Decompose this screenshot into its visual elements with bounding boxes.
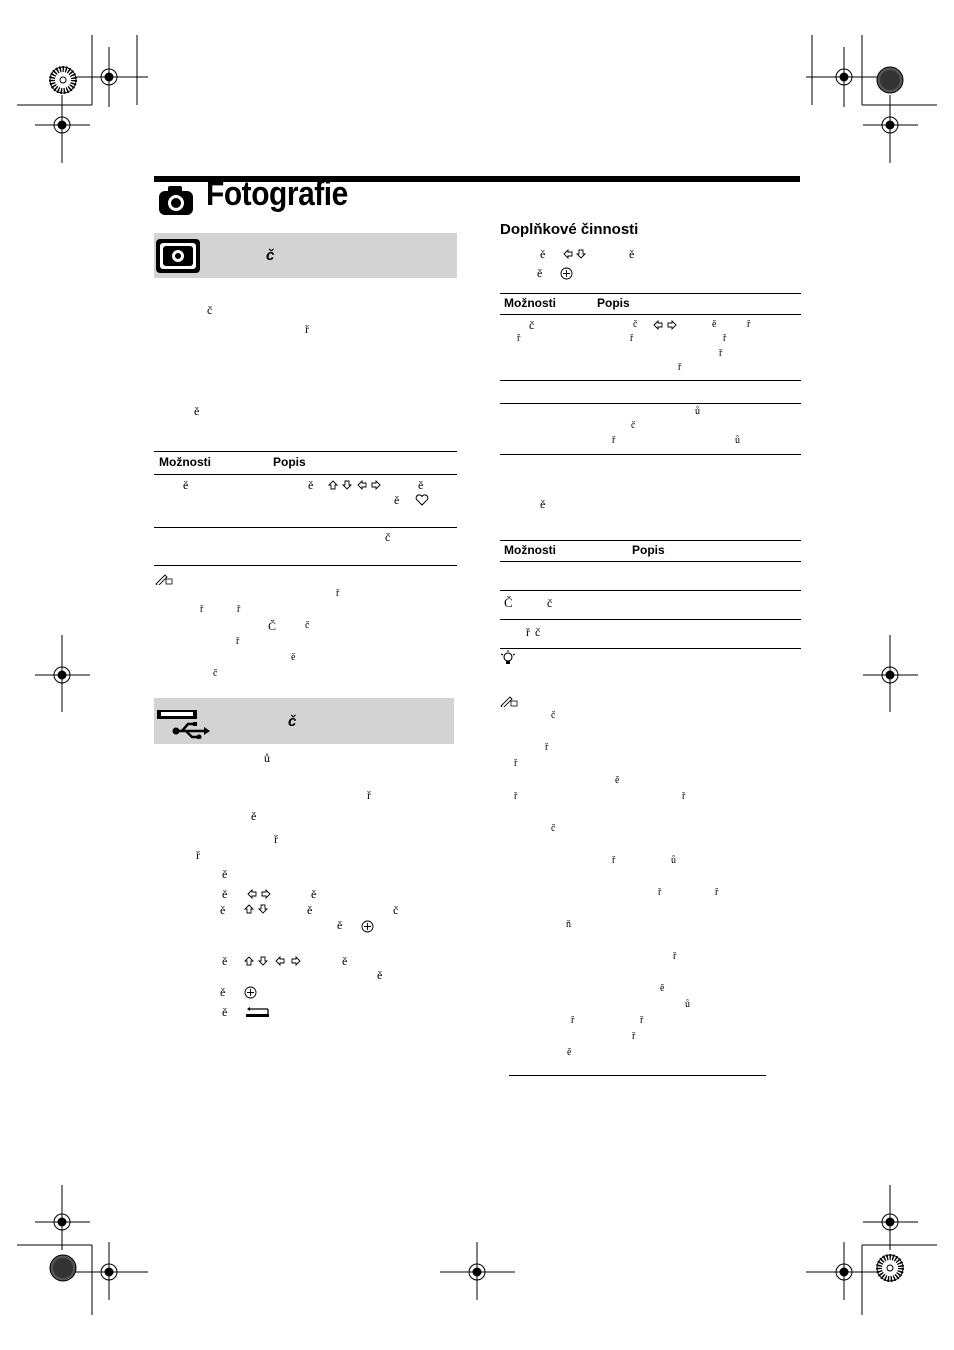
glyph: ř xyxy=(747,319,751,330)
glyph: ř xyxy=(682,791,686,802)
glyph: ř xyxy=(200,604,204,615)
glyph: č xyxy=(631,420,636,431)
glyph: ě xyxy=(377,968,383,982)
table-rule xyxy=(500,619,801,620)
glyph: č xyxy=(535,625,541,639)
glyph: ř xyxy=(196,848,200,862)
glyph: č xyxy=(551,710,556,721)
note-pencil-icon xyxy=(500,695,518,707)
glyph: ř xyxy=(715,887,719,898)
glyph: ě xyxy=(712,319,717,330)
glyph: ř xyxy=(723,333,727,344)
glyph: ř xyxy=(305,322,309,336)
glyph: ř xyxy=(526,625,530,639)
table-rule xyxy=(154,565,457,566)
glyph: ů xyxy=(264,751,270,765)
footnote-rule xyxy=(509,1075,766,1076)
left-right-arrows-icon xyxy=(652,320,678,330)
table-rule xyxy=(500,380,801,381)
glyph: ě xyxy=(307,903,313,917)
glyph: ř xyxy=(630,333,634,344)
glyph: ř xyxy=(336,588,340,599)
table-rule xyxy=(154,527,457,528)
glyph: ř xyxy=(632,1031,636,1042)
glyph: č xyxy=(305,620,310,631)
usb-icon xyxy=(156,709,210,739)
glyph: ě xyxy=(337,918,343,932)
glyph: ě xyxy=(615,775,620,786)
up-down-arrows-icon xyxy=(244,904,270,914)
enter-button-icon xyxy=(244,986,257,999)
table-header-options: Možnosti xyxy=(504,543,556,557)
table-header-description: Popis xyxy=(273,455,306,469)
glyph: ř xyxy=(237,604,241,615)
enter-button-icon xyxy=(560,267,573,280)
note-pencil-icon xyxy=(155,573,173,585)
glyph: ř xyxy=(514,791,518,802)
table-header-description: Popis xyxy=(597,296,630,310)
tip-lightbulb-icon xyxy=(500,650,516,666)
glyph: č xyxy=(633,319,638,330)
left-right-arrows-icon xyxy=(246,889,272,899)
table-rule xyxy=(500,648,801,649)
glyph: ě xyxy=(222,867,228,881)
glyph: ů xyxy=(695,406,700,417)
glyph: ě xyxy=(194,404,200,418)
glyph: č xyxy=(551,823,556,834)
glyph: ř xyxy=(719,348,723,359)
glyph: č xyxy=(213,668,218,679)
return-button-icon xyxy=(245,1006,270,1018)
glyph: ř xyxy=(514,758,518,769)
table-rule xyxy=(500,590,801,591)
camera-icon xyxy=(158,184,194,216)
glyph: č xyxy=(393,903,399,917)
table-rule xyxy=(500,314,801,315)
glyph: ě xyxy=(220,903,226,917)
table-rule xyxy=(500,293,801,294)
glyph: ě xyxy=(540,247,546,261)
glyph: ř xyxy=(274,832,278,846)
glyph: ů xyxy=(671,855,676,866)
glyph: ě xyxy=(567,1047,572,1058)
glyph: ř xyxy=(673,951,677,962)
glyph: ř xyxy=(612,855,616,866)
enter-button-icon xyxy=(361,920,374,933)
glyph: ě xyxy=(342,954,348,968)
glyph: ř xyxy=(367,788,371,802)
section-heading: Doplňkové činnosti xyxy=(500,221,639,238)
glyph: ě xyxy=(251,809,257,823)
glyph: ř xyxy=(571,1015,575,1026)
glyph: ě xyxy=(540,497,546,511)
table-rule xyxy=(500,454,801,455)
glyph: Č xyxy=(268,619,277,633)
glyph: ě xyxy=(222,1005,228,1019)
glyph: ě xyxy=(537,266,543,280)
glyph: ě xyxy=(220,985,226,999)
glyph: ř xyxy=(612,435,616,446)
glyph: ř xyxy=(545,742,549,753)
glyph: č xyxy=(529,318,535,332)
glyph: ř xyxy=(236,636,240,647)
glyph: Č xyxy=(504,595,513,610)
glyph: ň xyxy=(566,919,571,930)
glyph: ě xyxy=(394,493,400,507)
page-title: Fotografie xyxy=(206,175,348,213)
glyph: č xyxy=(547,596,553,610)
glyph: č xyxy=(207,303,213,317)
table-header-options: Možnosti xyxy=(159,455,211,469)
glyph: ů xyxy=(735,435,740,446)
table-header-description: Popis xyxy=(632,543,665,557)
photo-frame-icon xyxy=(156,239,200,273)
glyph: ř xyxy=(678,362,682,373)
glyph: ř xyxy=(640,1015,644,1026)
section-usb-label: č xyxy=(288,713,297,730)
table-rule xyxy=(500,403,801,404)
glyph: ů xyxy=(685,999,690,1010)
table-rule xyxy=(500,561,801,562)
glyph: ě xyxy=(183,478,189,492)
glyph: ě xyxy=(629,247,635,261)
arrow-keys-icon xyxy=(328,480,382,490)
heart-icon xyxy=(415,494,429,506)
left-down-arrows-icon xyxy=(562,249,588,259)
section-photo-label: č xyxy=(266,247,275,264)
glyph: ě xyxy=(291,652,296,663)
glyph: ě xyxy=(311,887,317,901)
table-header-options: Možnosti xyxy=(504,296,556,310)
glyph: ě xyxy=(222,954,228,968)
table-rule xyxy=(154,451,457,452)
arrow-keys-icon xyxy=(244,956,302,966)
glyph: ě xyxy=(418,478,424,492)
glyph: ř xyxy=(658,887,662,898)
glyph: ě xyxy=(308,478,314,492)
glyph: č xyxy=(385,530,391,544)
glyph: ř xyxy=(517,333,521,344)
glyph: ě xyxy=(660,983,665,994)
glyph: ě xyxy=(222,887,228,901)
table-rule xyxy=(500,540,801,541)
table-rule xyxy=(154,474,457,475)
